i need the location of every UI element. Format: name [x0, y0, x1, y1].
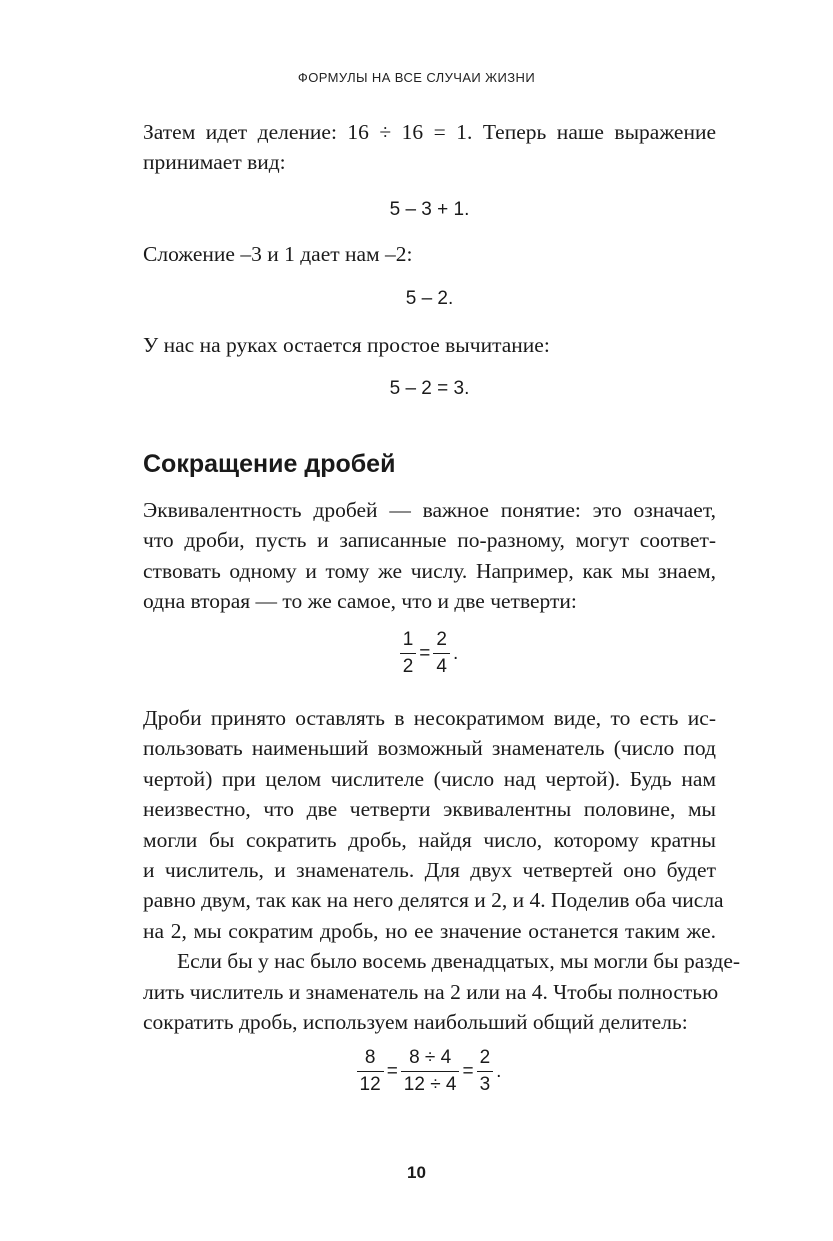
text-line: Если бы у нас было восемь двенадцатых, мы могли бы разде-	[177, 949, 741, 974]
paragraph-equivalence	[143, 495, 716, 617]
equation-2: 5 – 2.	[405, 288, 454, 309]
numerator: 1	[402, 629, 414, 650]
fraction	[433, 630, 450, 677]
text-line: и числитель, и знаменатель. Для двух четвертей оно будет	[143, 858, 716, 883]
denominator: 4	[436, 656, 447, 677]
equals-sign: =	[462, 1060, 474, 1082]
period: .	[496, 1060, 502, 1082]
text-line: на 2, мы сократим дробь, но ее значение останется таким же.	[143, 918, 716, 943]
fraction	[357, 1048, 384, 1095]
text-line: чертой) при целом числителе (число над чертой). Будь нам	[143, 766, 716, 791]
equation-1: 5 – 3 + 1.	[389, 199, 470, 220]
text-line: пользовать наименьший возможный знаменатель (число под	[143, 736, 716, 761]
equals-sign: =	[419, 642, 431, 664]
equation-3: 5 – 2 = 3.	[389, 378, 470, 399]
text-line: Затем идет деление: 16 ÷ 16 = 1. Теперь наше выражение	[143, 120, 716, 144]
denominator: 2	[402, 656, 414, 677]
section-heading: Сокращение дробей	[143, 450, 396, 478]
fraction-equation-1	[143, 630, 716, 677]
text-line: Сложение –3 и 1 дает нам –2:	[143, 242, 413, 266]
text-line: сократить дробь, используем наибольший общий делитель:	[143, 1010, 688, 1035]
paragraph-division	[143, 117, 716, 178]
denominator: 12 ÷ 4	[403, 1074, 457, 1095]
denominator: 3	[479, 1074, 491, 1095]
text-line: могли бы сократить дробь, найдя число, которому кратны	[143, 827, 716, 852]
paragraph-addition	[143, 239, 716, 269]
period: .	[452, 642, 459, 664]
text-line: лить числитель и знаменатель на 2 или на 4. Чтобы полностью	[143, 979, 719, 1004]
numerator: 2	[436, 629, 447, 650]
fraction-equation-2	[143, 1048, 716, 1095]
text-line: Эквивалентность дробей — важное понятие: это означает,	[143, 498, 716, 522]
text-line: У нас на руках остается простое вычитание:	[143, 333, 550, 357]
paragraph-reduction	[143, 703, 741, 1037]
running-head: ФОРМУЛЫ НА ВСЕ СЛУЧАИ ЖИЗНИ	[297, 70, 536, 85]
fraction	[400, 630, 417, 677]
paragraph-subtraction	[143, 330, 716, 360]
numerator: 2	[479, 1047, 491, 1068]
page-number: 10	[407, 1163, 426, 1182]
fraction	[401, 1048, 460, 1095]
equals-sign: =	[386, 1060, 398, 1082]
text-line: неизвестно, что две четверти эквивалентны половине, мы	[143, 797, 716, 822]
text-line: равно двум, так как на него делятся и 2, и 4. Поделив оба числа	[143, 888, 724, 913]
numerator: 8 ÷ 4	[409, 1047, 452, 1068]
text-line: Дроби принято оставлять в несократимом виде, то есть ис-	[143, 706, 716, 730]
text-line: что дроби, пусть и записанные по-разному, могут соответ-	[143, 528, 716, 553]
text-line: принимает вид:	[143, 150, 286, 175]
fraction	[477, 1048, 494, 1095]
denominator: 12	[359, 1074, 381, 1095]
numerator: 8	[364, 1047, 376, 1068]
text-line: ствовать одному и тому же числу. Например, как мы знаем,	[143, 558, 716, 583]
text-line: одна вторая — то же самое, что и две четверти:	[143, 589, 577, 614]
